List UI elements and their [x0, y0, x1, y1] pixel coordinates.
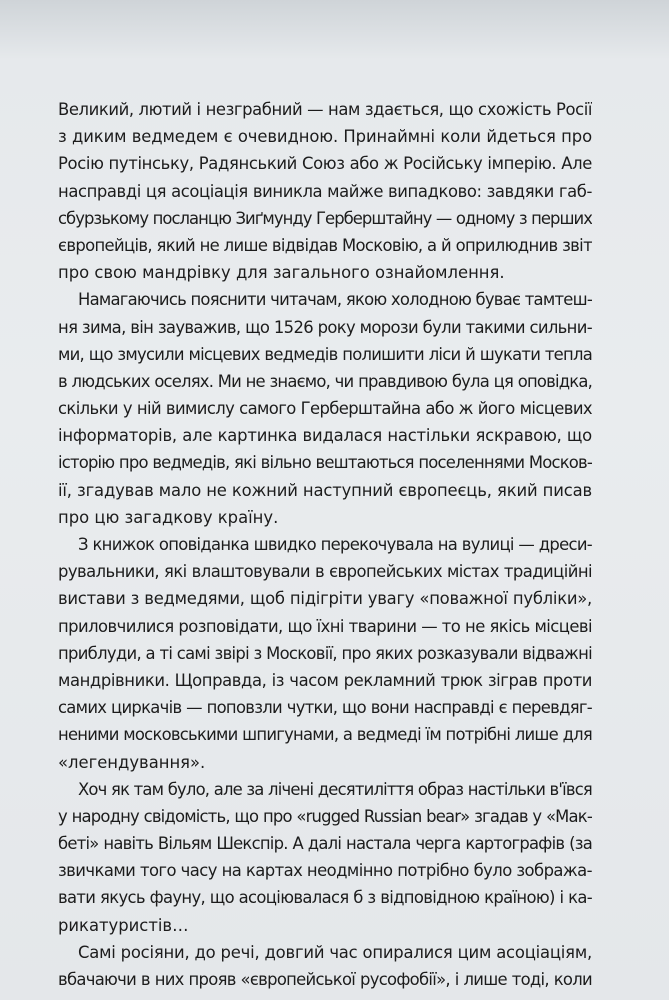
paragraph-2: [58, 286, 592, 531]
text-line: історію про ведмедів, які вільно вештаються поселеннями Москов-: [58, 453, 592, 473]
text-line: вбачаючи в них прояв «європейської русофобії», і лише тоді, коли: [58, 970, 592, 989]
text-line: у народну свідомість, що про «rugged Russian bear» згадав у «Мак-: [58, 806, 592, 826]
text-line: вати якусь фауну, що асоціювалася б з відповідною країною) і ка-: [58, 888, 592, 908]
text-line: З книжок оповіданка швидко перекочувала на вулиці — дреси-: [78, 535, 592, 554]
text-line: інформаторів, але картинка видалася настільки яскравою, що: [58, 426, 592, 446]
paragraph-3: [58, 531, 592, 776]
text-line: скільки у ній вимислу самого Герберштайна або ж його місцевих: [58, 399, 592, 419]
text-line: з диким ведмедем є очевидною. Принаймні коли йдеться про: [58, 127, 592, 147]
text-line: «легендування».: [58, 752, 206, 772]
text-line: Намагаючись пояснити читачам, якою холодною буває тамтеш-: [78, 290, 592, 310]
text-line: ми, що змусили місцевих ведмедів полишити ліси й шукати тепла: [58, 344, 592, 364]
paragraph-5: [58, 939, 592, 993]
text-line: Хоч як там було, але за лічені десятиліття образ настільки в'ївся: [78, 779, 592, 799]
text-line: приловчилися розповідати, що їхні тварини — то не якісь місцеві: [58, 616, 592, 636]
text-line: ії, згадував мало не кожний наступний європеєць, який писав: [58, 480, 592, 500]
text-line: Великий, лютий і незграбний — нам здається, що схожість Росії: [58, 100, 592, 119]
text-line: Росію путінську, Радянський Союз або ж Російську імперію. Але: [58, 154, 592, 174]
text-line: мандрівники. Щоправда, із часом рекламний трюк зіграв проти: [58, 670, 592, 690]
paragraph-1: [58, 96, 592, 286]
text-line: ня зима, він зауважив, що 1526 року морози були такими сильни-: [58, 317, 592, 337]
text-line: європейців, який не лише відвідав Московію, а й оприлюднив звіт: [58, 235, 592, 255]
book-page: [58, 96, 592, 989]
text-line: неними московськими шпигунами, а ведмеді їм потрібні лише для: [58, 725, 592, 745]
text-line: Самі росіяни, до речі, довгий час опиралися цим асоціаціям,: [78, 942, 592, 962]
text-line: сбурзькому посланцю Зиґмунду Герберштайну — одному з перших: [58, 208, 592, 228]
text-line: в людських оселях. Ми не знаємо, чи правдивою була ця оповідка,: [58, 371, 592, 391]
text-line: про свою мандрівку для загального ознайомлення.: [58, 263, 505, 283]
text-line: насправді ця асоціація виникла майже випадково: завдяки габ-: [58, 181, 592, 201]
paragraph-4: [58, 776, 592, 939]
text-line: про цю загадкову країну.: [58, 507, 279, 527]
text-line: самих циркачів — поповзли чутки, що вони насправді є перевдяг-: [58, 698, 592, 718]
text-line: беті» навіть Вільям Шекспір. А далі настала черга картографів (за: [58, 834, 592, 854]
text-line: рикатуристів…: [58, 915, 189, 935]
text-line: вистави з ведмедями, щоб підігріти увагу «поважної публіки»,: [58, 589, 592, 609]
text-line: рувальники, які влаштовували в європейських містах традиційні: [58, 562, 592, 582]
text-line: приблуди, а ті самі звірі з Московії, про яких розказували відважні: [58, 643, 592, 663]
text-line: звичками того часу на картах неодмінно потрібно було зобража-: [58, 861, 592, 881]
